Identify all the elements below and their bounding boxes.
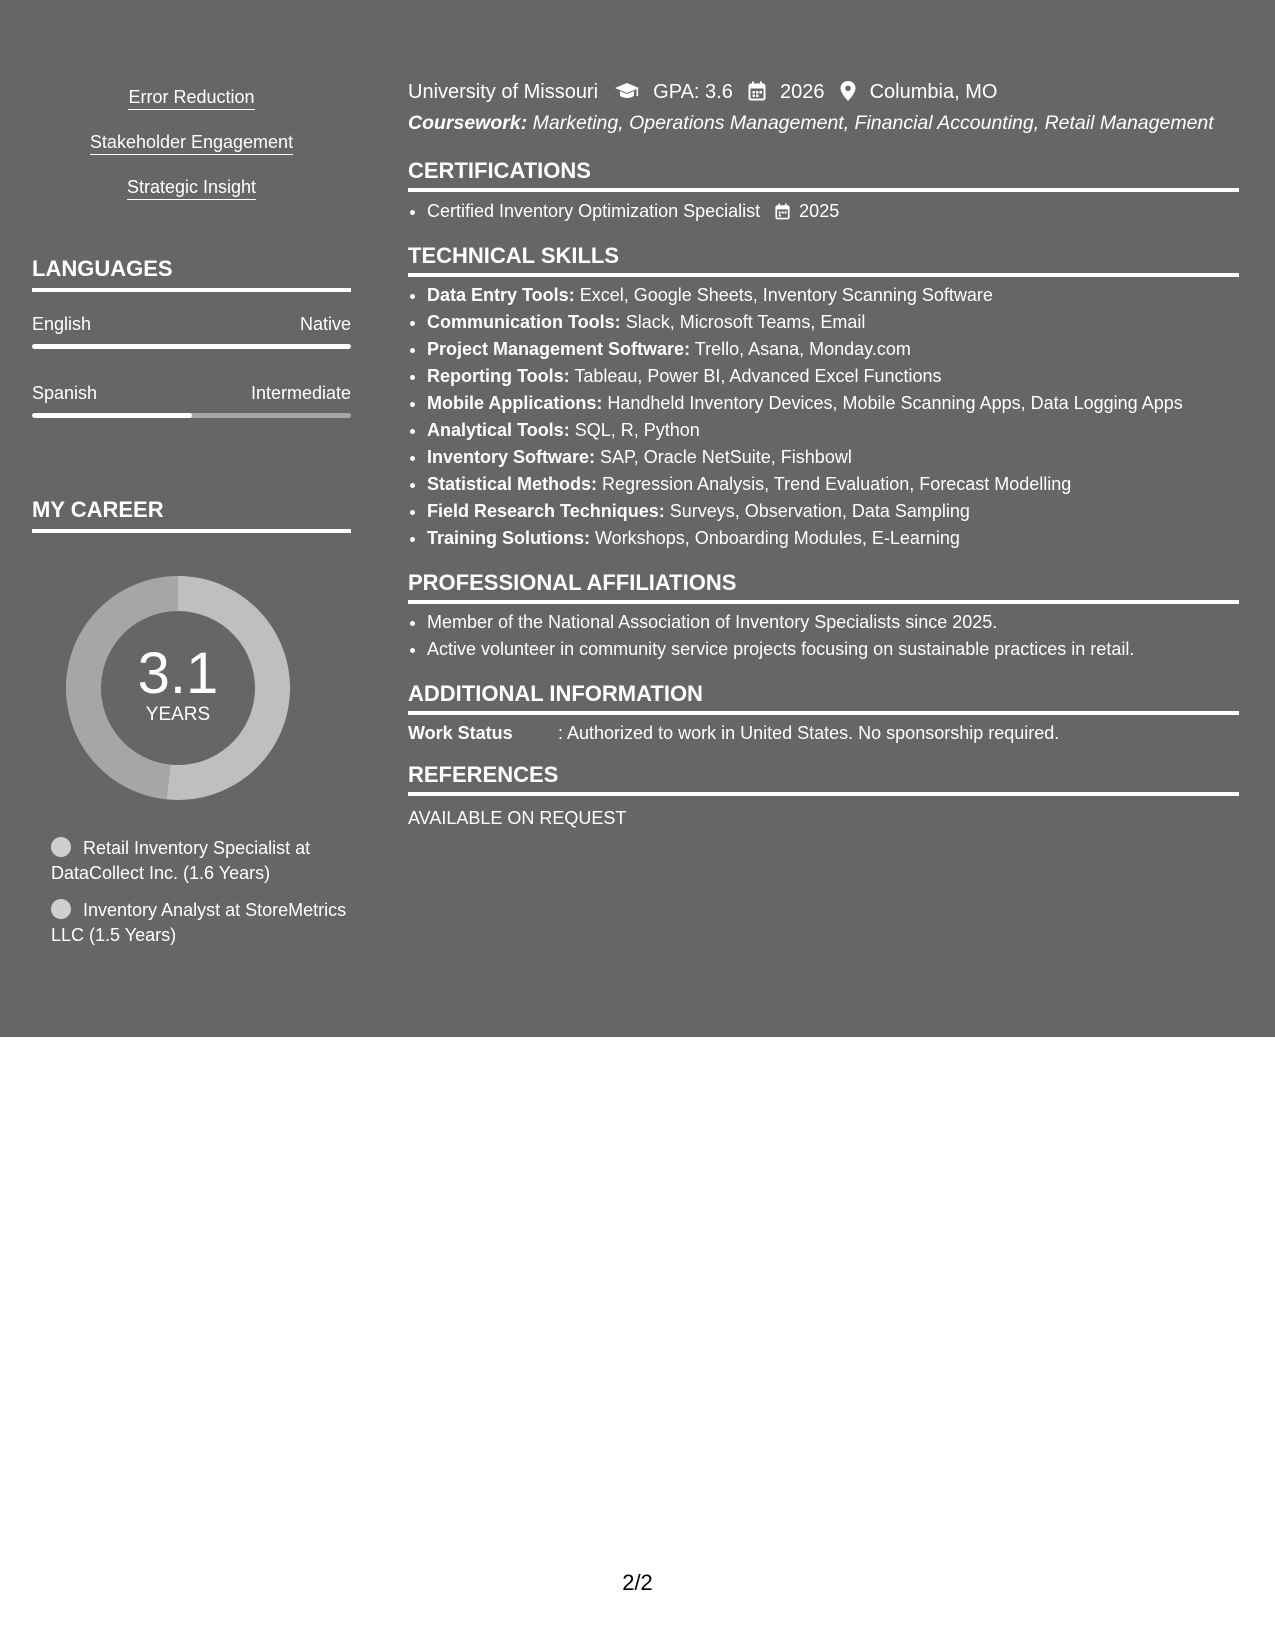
skill-value: Trello, Asana, Monday.com <box>694 339 911 359</box>
career-item <box>51 898 351 948</box>
skill-tag: Strategic Insight <box>127 176 256 200</box>
certifications-list <box>408 198 1239 228</box>
skill-value: Slack, Microsoft Teams, Email <box>625 312 866 332</box>
work-status-value: : Authorized to work in United States. No sponsorship required. <box>558 723 1060 743</box>
list-item <box>427 198 1239 228</box>
work-status-row <box>408 721 1059 745</box>
career-legend-dot <box>51 837 71 857</box>
skill-value: Surveys, Observation, Data Sampling <box>669 501 970 521</box>
language-level: Intermediate <box>250 383 351 403</box>
skill-label: Data Entry Tools: <box>427 285 575 305</box>
language-proficiency-fill <box>32 413 192 418</box>
list-item <box>427 417 1239 444</box>
career-item-text: Inventory Analyst at StoreMetrics LLC (1.5 Years) <box>51 900 347 945</box>
career-item-text: Retail Inventory Specialist at DataCollect Inc. (1.6 Years) <box>51 838 311 883</box>
technical-skills-list <box>408 282 1239 552</box>
calendar-icon <box>775 201 790 228</box>
career-item <box>51 836 351 886</box>
career-total-unit: YEARS <box>145 704 211 725</box>
list-item: • Active volunteer in community service projects focusing on sustainable practices in retail. <box>427 636 1239 663</box>
career-donut-chart <box>66 576 290 800</box>
skill-value: Handheld Inventory Devices, Mobile Scanning Apps, Data Logging Apps <box>607 393 1183 413</box>
references-text: AVAILABLE ON REQUEST <box>408 808 627 828</box>
skill-label: Statistical Methods: <box>427 474 598 494</box>
school-name: University of Missouri <box>408 81 599 103</box>
location-pin-icon <box>840 81 856 107</box>
languages-title: LANGUAGES <box>32 256 351 292</box>
skill-value: Excel, Google Sheets, Inventory Scanning Software <box>579 285 993 305</box>
skill-tags <box>32 86 351 221</box>
list-item <box>427 444 1239 471</box>
skill-tag: Error Reduction <box>128 86 254 110</box>
career-total-value: 3.1 <box>137 641 219 706</box>
career-legend-dot <box>51 899 71 919</box>
list-item <box>427 498 1239 525</box>
gpa: GPA: 3.6 <box>653 81 733 103</box>
skill-value: SAP, Oracle NetSuite, Fishbowl <box>600 447 852 467</box>
list-item <box>427 336 1239 363</box>
affiliations-list <box>408 609 1239 663</box>
skill-label: Analytical Tools: <box>427 420 570 440</box>
page-number: 2/2 <box>622 1570 653 1595</box>
affiliations-title: PROFESSIONAL AFFILIATIONS <box>408 570 1239 604</box>
certification-year: 2025 <box>799 201 840 221</box>
skill-label: Mobile Applications: <box>427 393 603 413</box>
certification-name: Certified Inventory Optimization Specialist <box>427 201 761 221</box>
list-item <box>427 282 1239 309</box>
language-name: English <box>32 314 92 334</box>
skill-tag: Stakeholder Engagement <box>90 131 293 155</box>
language-proficiency-bar <box>32 344 351 349</box>
school-location: Columbia, MO <box>869 81 998 103</box>
list-item <box>427 471 1239 498</box>
calendar-icon <box>748 81 766 107</box>
work-status-label: Work Status <box>408 723 513 743</box>
skill-value: SQL, R, Python <box>574 420 700 440</box>
list-item <box>427 363 1239 390</box>
career-total <box>66 576 290 800</box>
skill-value: Regression Analysis, Trend Evaluation, Forecast Modelling <box>602 474 1072 494</box>
language-level: Native <box>299 314 351 334</box>
language-proficiency-bar <box>32 413 351 418</box>
coursework-label: Coursework: <box>408 112 528 134</box>
skill-label: Project Management Software: <box>427 339 691 359</box>
skill-label: Field Research Techniques: <box>427 501 665 521</box>
skill-value: Workshops, Onboarding Modules, E-Learning <box>595 528 960 548</box>
list-item <box>427 309 1239 336</box>
skill-label: Inventory Software: <box>427 447 596 467</box>
language-name: Spanish <box>32 383 98 403</box>
graduation-year: 2026 <box>779 81 825 103</box>
language-proficiency-fill <box>32 344 351 349</box>
career-title: MY CAREER <box>32 497 351 533</box>
technical-skills-title: TECHNICAL SKILLS <box>408 243 1239 277</box>
coursework-list: Marketing, Operations Management, Financial Accounting, Retail Management <box>532 112 1214 134</box>
certifications-title: CERTIFICATIONS <box>408 158 1239 192</box>
coursework-line <box>408 111 1214 135</box>
skill-value: Tableau, Power BI, Advanced Excel Functions <box>574 366 942 386</box>
graduation-cap-icon <box>614 81 640 107</box>
skill-label: Communication Tools: <box>427 312 621 332</box>
list-item <box>427 390 1239 417</box>
skill-label: Reporting Tools: <box>427 366 570 386</box>
references-title: REFERENCES <box>408 762 1239 796</box>
additional-info-title: ADDITIONAL INFORMATION <box>408 681 1239 715</box>
education-line <box>408 80 997 107</box>
list-item: • Member of the National Association of Inventory Specialists since 2025. <box>427 609 1239 636</box>
skill-label: Training Solutions: <box>427 528 590 548</box>
list-item <box>427 525 1239 552</box>
